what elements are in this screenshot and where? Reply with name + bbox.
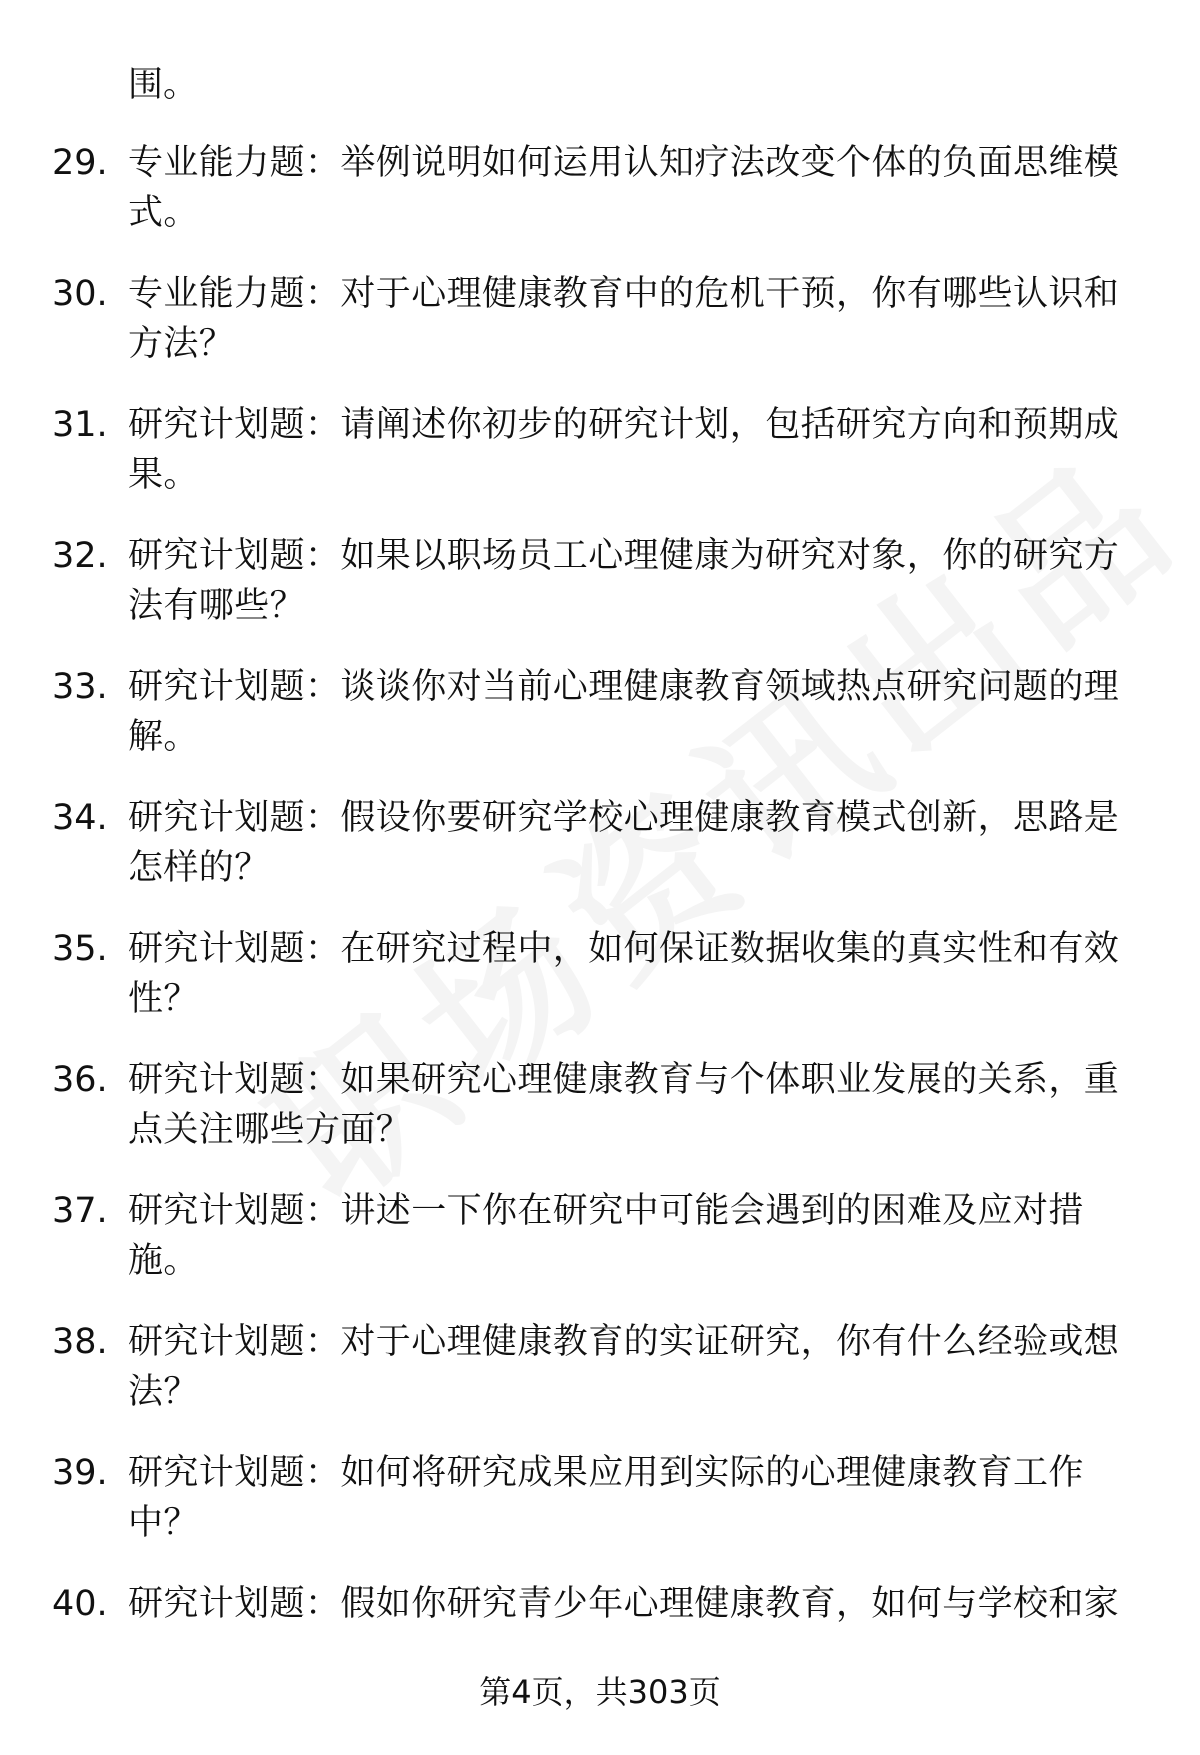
question-number: 31. [52, 405, 108, 445]
question-text: 研究计划题：谈谈你对当前心理健康教育领域热点研究问题的理解。 [128, 667, 1120, 757]
question-item-31 [0, 400, 1200, 531]
question-number: 37. [52, 1191, 108, 1231]
question-text: 研究计划题：对于心理健康教育的实证研究，你有什么经验或想法？ [128, 1322, 1120, 1412]
question-item-32 [0, 531, 1200, 662]
continuation-text: 围。 [128, 65, 199, 105]
question-item-29 [0, 138, 1200, 269]
question-item-35 [0, 924, 1200, 1055]
question-number: 35. [52, 929, 108, 969]
question-number: 29. [52, 143, 108, 183]
question-item-36 [0, 1055, 1200, 1186]
page-number-footer: 第4页，共303页 [479, 1673, 721, 1711]
question-number: 34. [52, 798, 108, 838]
question-text: 研究计划题：请阐述你初步的研究计划，包括研究方向和预期成果。 [128, 405, 1120, 495]
question-text: 研究计划题：在研究过程中，如何保证数据收集的真实性和有效性？ [128, 929, 1120, 1019]
question-number: 30. [52, 274, 108, 314]
question-item-38 [0, 1317, 1200, 1448]
question-text: 专业能力题：举例说明如何运用认知疗法改变个体的负面思维模式。 [128, 143, 1120, 233]
question-text: 研究计划题：如果以职场员工心理健康为研究对象，你的研究方法有哪些？ [128, 536, 1120, 626]
question-item-34 [0, 793, 1200, 924]
question-item-39 [0, 1448, 1200, 1579]
question-item-30 [0, 269, 1200, 400]
question-text: 研究计划题：假如你研究青少年心理健康教育，如何与学校和家 [128, 1584, 1120, 1624]
question-number: 39. [52, 1453, 108, 1493]
question-list [0, 138, 1200, 1710]
question-number: 36. [52, 1060, 108, 1100]
question-number: 38. [52, 1322, 108, 1362]
question-text: 研究计划题：如何将研究成果应用到实际的心理健康教育工作中？ [128, 1453, 1084, 1543]
question-item-37 [0, 1186, 1200, 1317]
question-text: 研究计划题：如果研究心理健康教育与个体职业发展的关系，重点关注哪些方面？ [128, 1060, 1120, 1150]
question-number: 33. [52, 667, 108, 707]
question-text: 研究计划题：讲述一下你在研究中可能会遇到的困难及应对措施。 [128, 1191, 1084, 1281]
question-item-33 [0, 662, 1200, 793]
question-number: 40. [52, 1584, 108, 1624]
question-text: 研究计划题：假设你要研究学校心理健康教育模式创新，思路是怎样的？ [128, 798, 1120, 888]
question-number: 32. [52, 536, 108, 576]
question-text: 专业能力题：对于心理健康教育中的危机干预，你有哪些认识和方法？ [128, 274, 1120, 364]
